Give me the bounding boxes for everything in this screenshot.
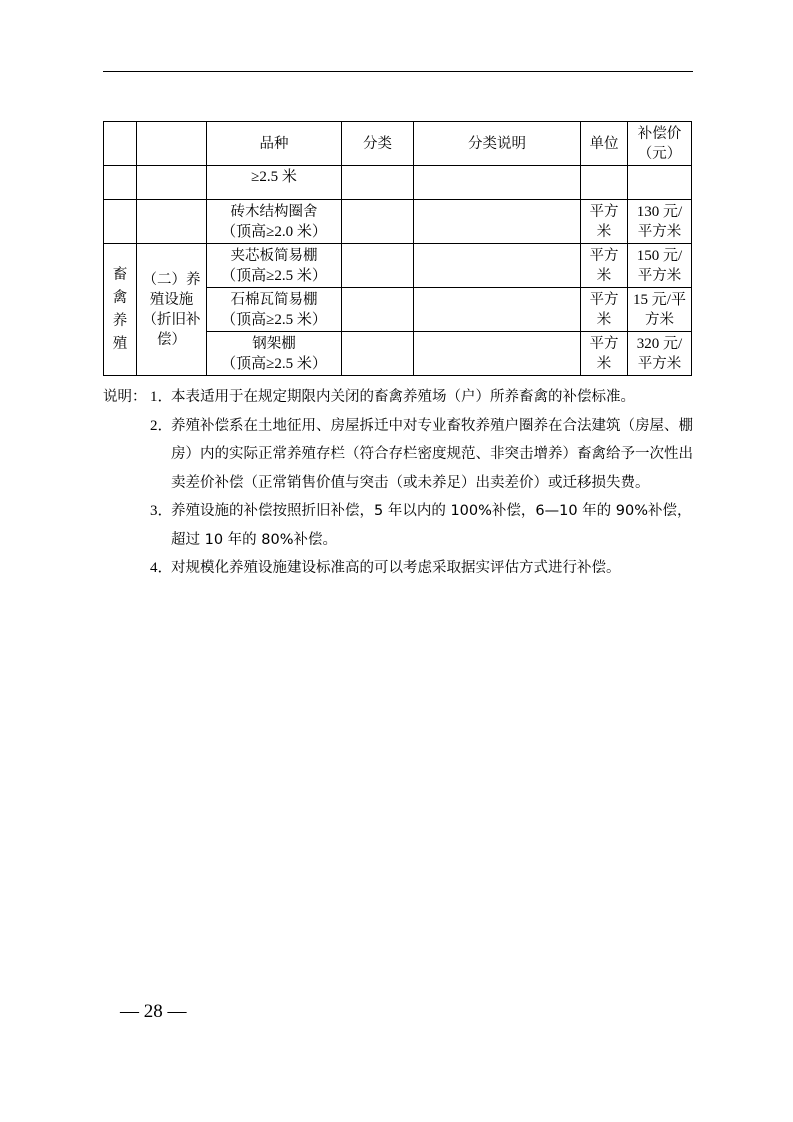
subcategory-cell-upper [137,166,207,200]
header-blank-2 [137,122,207,166]
note-item [103,554,703,583]
note-number: 3． [150,503,173,519]
category-desc-cell [414,200,581,244]
subcategory-line4: 偿） [157,331,186,348]
subcategory-line3: （折旧补 [142,311,201,328]
unit-line1: 平方 [589,203,619,220]
table-row [104,166,692,200]
subcategory-line2: 殖设施 [149,291,194,308]
price-line1: 130 元/ [636,203,683,220]
category-cell [342,244,414,288]
category-label: 畜禽养殖 [112,266,128,352]
unit-cell [581,244,628,288]
notes-section [103,383,703,583]
table-row [104,244,692,288]
category-cell-upper [104,166,137,200]
unit-line1: 平方 [589,291,619,308]
table-row [104,200,692,244]
notes-label: 说明： [103,389,147,405]
note-item [103,383,703,412]
unit-line1: 平方 [589,335,619,352]
category-cell [342,200,414,244]
header-rule [103,71,693,72]
note-text: 养殖补偿系在土地征用、房屋拆迁中对专业畜牧养殖户圈养在合法建筑（房屋、棚房）内的实际正常养殖存栏（符合存栏密度规范、非突击增养）畜禽给予一次性出卖差价补偿（正常销售价值与突击（或未养足）出卖差价）或迁移损失费。 [171,417,693,491]
subcategory-cell [137,244,207,376]
variety-cell [207,166,342,200]
category-cell [342,166,414,200]
table-header-row [104,122,692,166]
note-number: 4． [150,560,173,576]
header-price [628,122,692,166]
compensation-table [103,121,692,376]
unit-line1: 平方 [589,247,619,264]
category-desc-cell [414,288,581,332]
variety-line1: ≥2.5 米 [251,169,297,185]
header-unit: 单位 [581,122,628,166]
price-cell [628,244,692,288]
variety-cell [207,288,342,332]
unit-cell [581,166,628,200]
price-cell [628,332,692,376]
variety-cell [207,200,342,244]
price-line1: 15 元/平 [633,291,686,308]
variety-line1: 钢架棚 [252,335,296,352]
price-line1: 150 元/ [636,247,683,264]
header-blank-1 [104,122,137,166]
unit-cell [581,332,628,376]
variety-cell [207,332,342,376]
subcategory-line1: （二）养 [142,271,201,288]
price-line2: 平方米 [637,267,682,284]
note-text: 养殖设施的补偿按照折旧补偿，5 年以内的 100%补偿，6—10 年的 90%补偿，超过 10 年的 80%补偿。 [171,503,692,548]
note-item [103,497,703,554]
variety-line2: （顶高≥2.5 米） [221,267,327,284]
unit-line2: 米 [596,223,612,240]
variety-line2: （顶高≥2.5 米） [221,311,327,328]
category-desc-cell [414,332,581,376]
header-variety: 品种 [207,122,342,166]
category-cell [342,288,414,332]
note-number: 1． [150,389,173,405]
header-category: 分类 [342,122,414,166]
note-text: 对规模化养殖设施建设标准高的可以考虑采取据实评估方式进行补偿。 [171,560,621,576]
category-desc-cell [414,244,581,288]
price-line1: 320 元/ [636,335,683,352]
category-cell [104,244,137,376]
page-number: — 28 — [120,1001,187,1022]
unit-cell [581,200,628,244]
category-cell [342,332,414,376]
unit-line2: 米 [596,311,612,328]
unit-line2: 米 [596,267,612,284]
header-category-desc: 分类说明 [414,122,581,166]
variety-line1: 砖木结构圈舍 [230,203,318,220]
variety-line1: 石棉瓦简易棚 [230,291,318,308]
price-cell [628,288,692,332]
price-cell [628,200,692,244]
header-price-line1: 补偿价 [637,125,682,142]
note-item [103,412,703,498]
header-price-line2: （元） [637,145,682,162]
category-desc-cell [414,166,581,200]
unit-cell [581,288,628,332]
variety-line1: 夹芯板简易棚 [230,247,318,264]
price-cell [628,166,692,200]
variety-cell [207,244,342,288]
variety-line2: （顶高≥2.0 米） [221,223,327,240]
price-line2: 平方米 [637,223,682,240]
unit-line2: 米 [596,355,612,372]
price-line2: 平方米 [637,355,682,372]
category-cell-upper [104,200,137,244]
subcategory-cell-upper [137,200,207,244]
price-line2: 方米 [645,311,674,328]
note-text: 本表适用于在规定期限内关闭的畜禽养殖场（户）所养畜禽的补偿标准。 [171,389,635,405]
note-number: 2． [150,417,173,434]
variety-line2: （顶高≥2.5 米） [221,355,327,372]
